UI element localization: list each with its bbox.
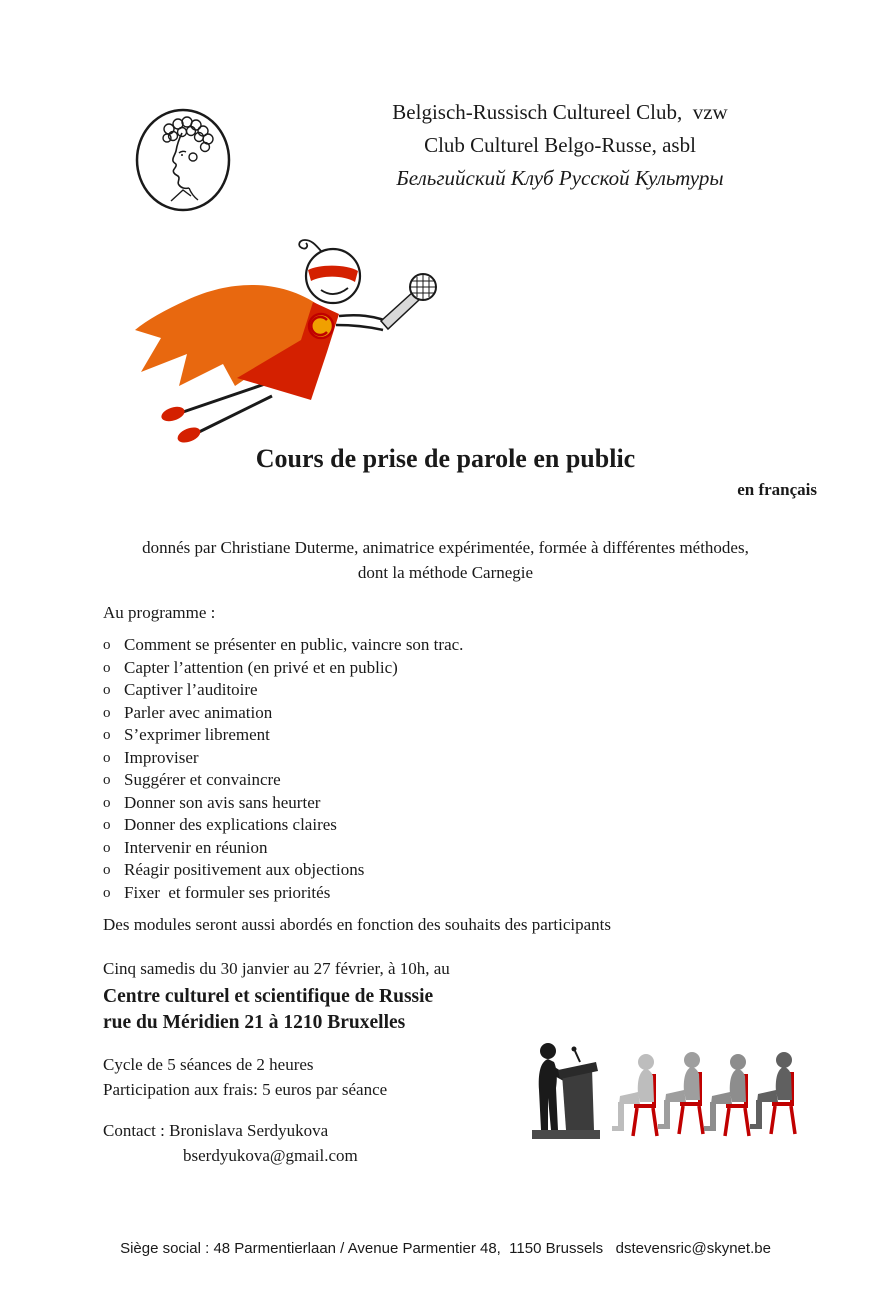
bullet-marker: o: [103, 862, 111, 878]
bullet-marker: o: [103, 704, 111, 721]
bullet-marker: o: [103, 839, 111, 856]
program-item: [103, 837, 463, 860]
club-header: [260, 96, 860, 195]
intro-text: [0, 535, 891, 585]
bullet-marker: o: [103, 682, 111, 698]
club-name-dutch: Belgisch-Russisch Cultureel Club, vzw: [392, 100, 728, 124]
club-name-russian: Бельгийский Клуб Русской Культуры: [396, 166, 724, 190]
superhero-speaker-illustration: [115, 226, 455, 456]
club-logo-illustration: [133, 107, 233, 218]
schedule-dates: Cinq samedis du 30 janvier au 27 février, à 10h, au: [103, 959, 450, 978]
program-item: [103, 792, 463, 815]
program-item-text: Suggérer et convaincre: [124, 770, 281, 789]
bullet-marker: o: [103, 659, 111, 676]
superhero-icon: [115, 226, 455, 451]
bullet-marker: o: [103, 794, 111, 811]
program-item-text: Donner son avis sans heurter: [124, 792, 321, 812]
language-note: en français: [737, 480, 817, 499]
program-item: [103, 724, 463, 747]
program-item-text: Capter l’attention (en privé et en public): [124, 657, 398, 677]
program-item-text: Intervenir en réunion: [124, 837, 268, 857]
contact-name: Contact : Bronislava Serdyukova: [103, 1121, 329, 1140]
program-item: [103, 859, 463, 882]
intro-line-1: donnés par Christiane Duterme, animatrice expérimentée, formée à différentes méthodes,: [142, 538, 749, 557]
program-item-text: Fixer et formuler ses priorités: [124, 882, 331, 902]
bullet-marker: o: [103, 727, 111, 743]
speaker-audience-illustration: [528, 1038, 798, 1155]
modules-note: Des modules seront aussi abordés en fonction des souhaits des participants: [103, 915, 612, 934]
program-item: [103, 634, 463, 657]
venue-name: Centre culturel et scientifique de Russie: [103, 986, 434, 1007]
contact-email: bserdyukova@gmail.com: [183, 1145, 358, 1165]
program-item-text: S’exprimer librement: [124, 725, 270, 744]
contact-section: [103, 1119, 358, 1168]
bullet-marker: o: [103, 884, 111, 901]
fee-info: Participation aux frais: 5 euros par séance: [103, 1079, 388, 1099]
bullet-marker: o: [103, 772, 111, 788]
program-item: [103, 747, 463, 770]
course-details: [103, 1053, 387, 1102]
intro-line-2: dont la méthode Carnegie: [357, 563, 534, 582]
program-item-text: Comment se présenter en public, vaincre son trac.: [124, 635, 464, 654]
footer-address: Siège social : 48 Parmentierlaan / Avenue Parmentier 48, 1150 Brussels dstevensric@skynet.be: [120, 1240, 771, 1257]
bullet-marker: o: [103, 637, 111, 653]
program-heading: Au programme :: [103, 603, 216, 622]
club-name-french: Club Culturel Belgo-Russe, asbl: [424, 133, 696, 157]
bullet-marker: o: [103, 749, 111, 766]
schedule-section: [103, 957, 450, 1036]
program-item-text: Captiver l’auditoire: [124, 680, 258, 699]
pushkin-portrait-icon: [133, 107, 233, 213]
program-item-text: Réagir positivement aux objections: [124, 860, 365, 879]
cycle-info: Cycle de 5 séances de 2 heures: [103, 1055, 314, 1074]
audience-icon: [528, 1038, 798, 1150]
program-section: [103, 601, 463, 904]
program-list: [103, 634, 463, 904]
program-item: [103, 679, 463, 702]
program-item: [103, 769, 463, 792]
program-item: [103, 702, 463, 725]
program-item-text: Parler avec animation: [124, 702, 273, 722]
program-item: [103, 882, 463, 905]
program-item: [103, 657, 463, 680]
program-item-text: Improviser: [124, 747, 199, 767]
bullet-marker: o: [103, 817, 111, 833]
page-title: Cours de prise de parole en public: [255, 444, 636, 473]
program-item-text: Donner des explications claires: [124, 815, 337, 834]
venue-address: rue du Méridien 21 à 1210 Bruxelles: [103, 1012, 406, 1033]
program-item: [103, 814, 463, 837]
